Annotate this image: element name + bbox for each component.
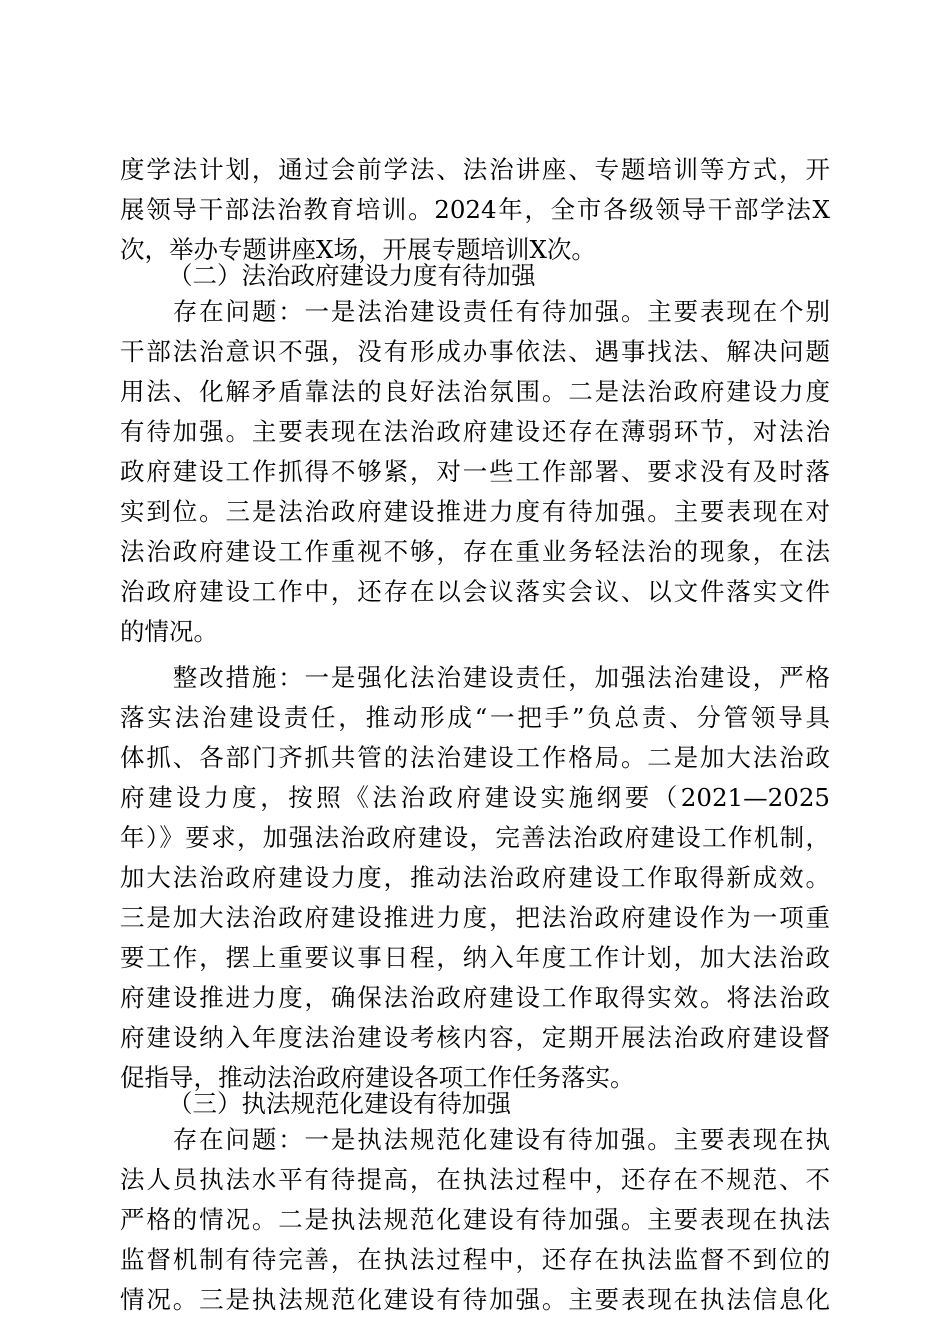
section-2-problem-line: 存在问题：一是法治建设责任有待加强。主要表现在个别 — [120, 297, 830, 326]
section-3-problem-line: 严格的情况。二是执法规范化建设有待加强。主要表现在执法 — [120, 1205, 830, 1234]
section-2-problem-line: 治政府建设工作中，还存在以会议落实会议、以文件落实文件 — [120, 577, 830, 606]
section-2-measure-line: 加大法治政府建设力度，推动法治政府建设工作取得新成效。 — [120, 863, 830, 892]
section-2-problem-line: 法治政府建设工作重视不够，存在重业务轻法治的现象，在法 — [120, 537, 830, 566]
section-2-measure-line: 要工作，摆上重要议事日程，纳入年度工作计划，加大法治政 — [120, 943, 830, 972]
section-2-measure-line: 三是加大法治政府建设推进力度，把法治政府建设作为一项重 — [120, 903, 830, 932]
section-2-measure-line: 府建设力度，按照《法治政府建设实施纲要（2021—2025 — [120, 783, 830, 812]
intro-line: 次，举办专题讲座X场，开展专题培训X次。 — [120, 235, 596, 264]
section-2-measure-line: 促指导，推动法治政府建设各项工作任务落实。 — [120, 1063, 635, 1092]
section-2-problem-line: 政府建设工作抓得不够紧，对一些工作部署、要求没有及时落 — [120, 457, 830, 486]
section-2-measure-line: 府建设推进力度，确保法治政府建设工作取得实效。将法治政 — [120, 983, 830, 1012]
section-2-problem-line: 实到位。三是法治政府建设推进力度有待加强。主要表现在对 — [120, 497, 830, 526]
section-3-heading: （三）执法规范化建设有待加强 — [168, 1089, 511, 1118]
section-3-problem-line: 存在问题：一是执法规范化建设有待加强。主要表现在执 — [120, 1125, 830, 1154]
section-2-measure-line: 年）》要求，加强法治政府建设，完善法治政府建设工作机制， — [120, 823, 830, 852]
section-2-measure-line: 府建设纳入年度法治建设考核内容，定期开展法治政府建设督 — [120, 1023, 830, 1052]
intro-line: 度学法计划，通过会前学法、法治讲座、专题培训等方式，开 — [120, 155, 830, 184]
section-2-measure-line: 落实法治建设责任，推动形成“一把手”负总责、分管领导具 — [120, 703, 830, 732]
section-3-problem-line: 法人员执法水平有待提高，在执法过程中，还存在不规范、不 — [120, 1165, 830, 1194]
section-2-problem-line: 用法、化解矛盾靠法的良好法治氛围。二是法治政府建设力度 — [120, 377, 830, 406]
section-2-heading: （二）法治政府建设力度有待加强 — [168, 261, 536, 290]
intro-line: 展领导干部法治教育培训。2024年，全市各级领导干部学法X — [120, 195, 830, 224]
section-2-measure-line: 体抓、各部门齐抓共管的法治建设工作格局。二是加大法治政 — [120, 743, 830, 772]
section-3-problem-line: 情况。三是执法规范化建设有待加强。主要表现在执法信息化 — [120, 1285, 830, 1314]
section-3-problem-line: 监督机制有待完善，在执法过程中，还存在执法监督不到位的 — [120, 1245, 830, 1274]
section-2-problem-line: 干部法治意识不强，没有形成办事依法、遇事找法、解决问题 — [120, 337, 830, 366]
section-2-problem-line: 有待加强。主要表现在法治政府建设还存在薄弱环节，对法治 — [120, 417, 830, 446]
section-2-problem-line: 的情况。 — [120, 617, 218, 646]
section-2-measure-line: 整改措施：一是强化法治建设责任，加强法治建设，严格 — [120, 663, 830, 692]
